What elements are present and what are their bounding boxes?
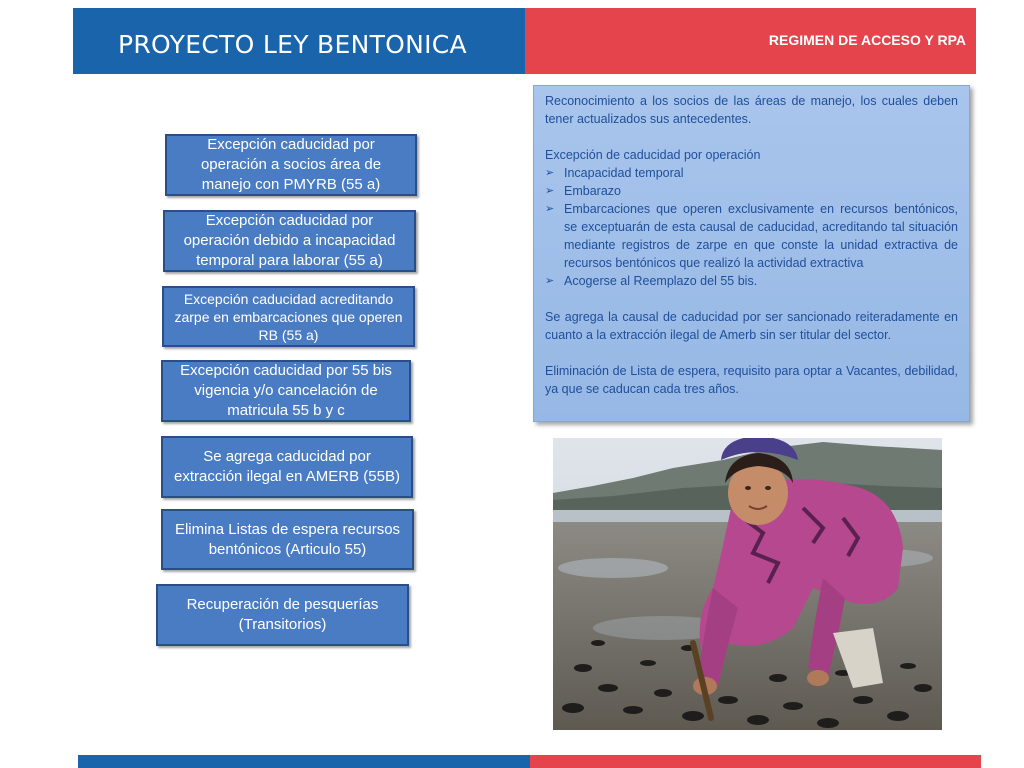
box-zarpe-embarcaciones	[162, 286, 415, 347]
arrowhead-bullet-icon: ➢	[545, 275, 555, 287]
box-label: Elimina Listas de espera recursos bentónicos (Articulo 55)	[174, 520, 401, 558]
box-recuperacion-pesquerias	[156, 584, 409, 646]
box-label: Se agrega caducidad por extracción ilegal en AMERB (55B)	[174, 448, 400, 485]
footer-blue-band	[78, 755, 530, 768]
box-label: Excepción caducidad por operación debido a incapacidad temporal para laborar (55 a)	[183, 212, 396, 269]
arrowhead-bullet-icon: ➢	[545, 167, 555, 179]
list-item-text: Acogerse al Reemplazo del 55 bis.	[564, 274, 758, 288]
list-item-text: Incapacidad temporal	[564, 166, 684, 180]
arrowhead-bullet-icon: ➢	[545, 185, 555, 197]
panel-bullet-list	[545, 164, 958, 290]
header-red-band	[525, 8, 976, 74]
box-socios-area-manejo	[165, 134, 417, 196]
box-label: Excepción caducidad por 55 bis vigencia y/o cancelación de matricula 55 b y c	[180, 362, 392, 419]
list-item	[545, 164, 958, 182]
panel-list-heading: Excepción de caducidad por operación	[545, 148, 761, 162]
panel-waitlist-paragraph: Eliminación de Lista de espera, requisito para optar a Vacantes, debilidad, ya que se caducan cada tres años.	[545, 364, 958, 396]
panel-intro: Reconocimiento a los socios de las áreas de manejo, los cuales deben tener actualizados sus antecedentes.	[545, 94, 958, 126]
arrowhead-bullet-icon: ➢	[545, 203, 555, 215]
panel-sanction-paragraph: Se agrega la causal de caducidad por ser sancionado reiteradamente en cuanto a la extracción ilegal de Amerb sin ser titular del sector.	[545, 310, 958, 342]
list-item-text: Embarazo	[564, 184, 621, 198]
box-incapacidad-temporal	[163, 210, 416, 272]
box-extraccion-ilegal	[161, 436, 413, 498]
list-item	[545, 272, 958, 290]
page-title: PROYECTO LEY BENTONICA	[118, 30, 467, 59]
info-panel	[533, 85, 970, 422]
box-55-bis-vigencia	[161, 360, 411, 422]
box-label: Excepción caducidad acreditando zarpe en embarcaciones que operen RB (55 a)	[174, 290, 403, 343]
photo-shellfish-gatherer	[553, 438, 942, 730]
box-listas-espera	[161, 509, 414, 570]
list-item-text: Embarcaciones que operen exclusivamente en recursos bentónicos, se exceptuarán de esta causal de caducidad, acreditando tal situación mediante registros de zarpe en que conste la unidad extractiva de recursos bentónicos que realizó la actividad extractiva	[564, 202, 958, 270]
box-label: Recuperación de pesquerías (Transitorios)	[186, 596, 379, 633]
list-item	[545, 182, 958, 200]
box-label: Excepción caducidad por operación a socios área de manejo con PMYRB (55 a)	[200, 136, 382, 193]
section-subtitle: REGIMEN DE ACCESO Y RPA	[768, 32, 966, 48]
list-item	[545, 200, 958, 272]
footer-red-band	[530, 755, 981, 768]
